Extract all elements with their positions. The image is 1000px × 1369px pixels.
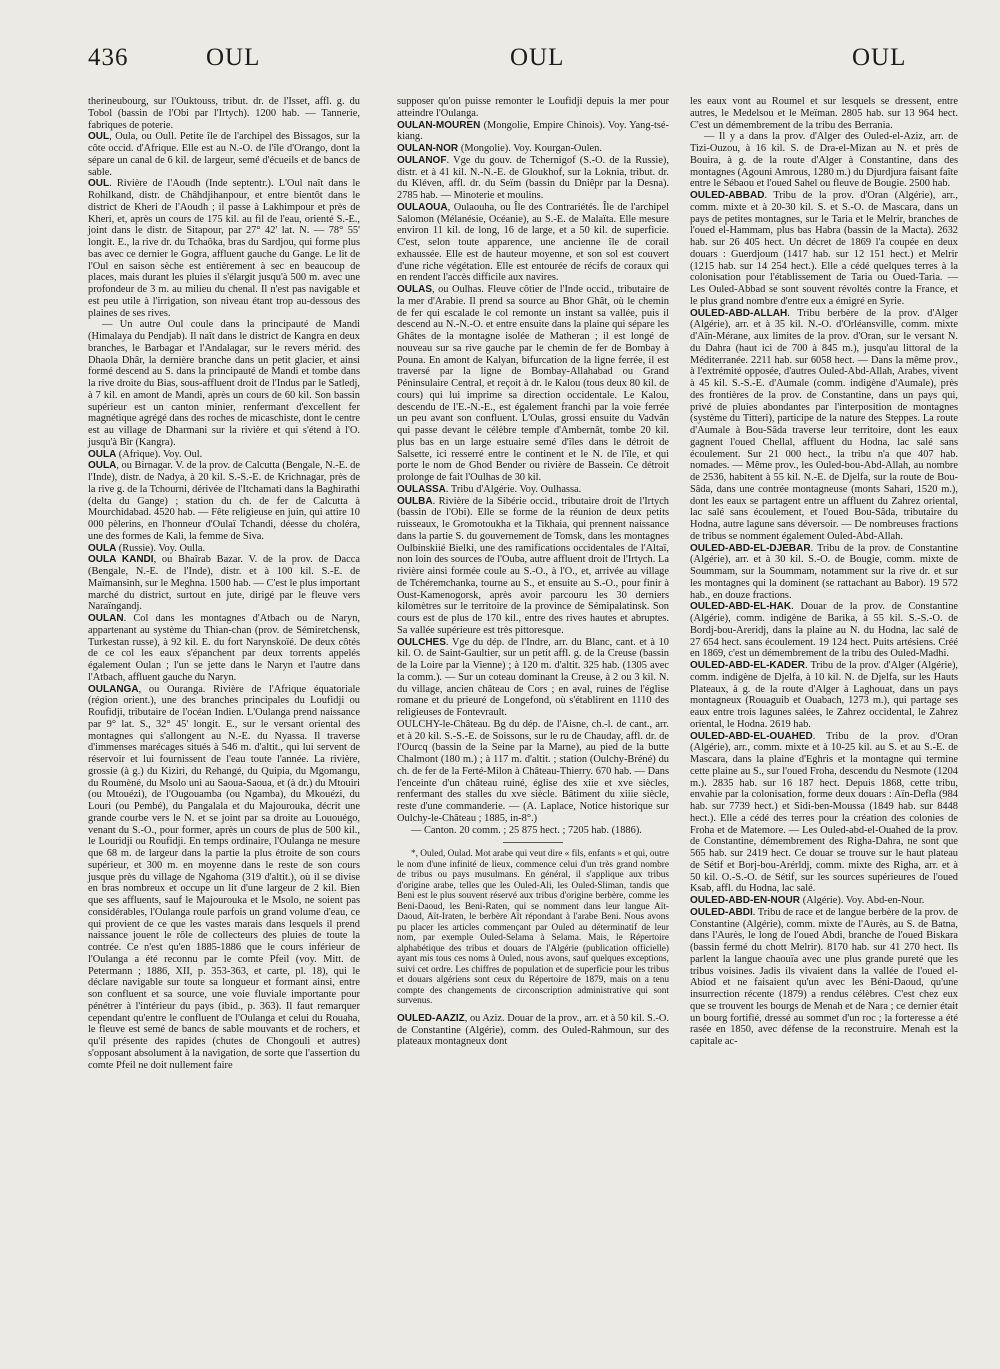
entry: supposer qu'on puisse remonter le Loufidji depuis la mer pour atteindre l'Oulanga. (397, 96, 669, 119)
headword: OULA KANDI (88, 554, 154, 566)
column-left (88, 96, 360, 1071)
headword: OULED-ABD-EL-OUAHED (690, 730, 813, 742)
headword: OULANOF (397, 154, 447, 166)
entry: OULED-ABDI. Tribu de race et de langue berbère de la prov. de Constantine (Algérie), comm. mixte de l'Aurès, au S. de Batna, dans l'Aurès, le long de l'oued Abdi, branche de l'oued Biskara (bassin fermé du chott Melrir). 8170 hab. sur 41 270 hect. Ils parlent la langue chaouïa avec une plus grande pureté que les tribus voisines. Jadis ils vivaient dans la vallée de l'oued el-Abiod et ne faisaient qu'un avec les Béni-Daoud, qu'une insurrection récente (1879) a rendus célèbres. C'est chez eux que se trouvent les bourgs de Menah et de Nara ; ce dernier était un bourg fortifié, dressé au sommet d'un roc ; la forteresse a été rasée en 1850, avec défense de la reconstruire. Menah est la capitale ac- (690, 906, 958, 1047)
headword: OULANGA (88, 683, 139, 695)
entry: OULED-ABD-EL-KADER. Tribu de la prov. d'Alger (Algérie), comm. indigène de Djelfa, à 10 kil. N. de Djelfa, sur les Hauts Plateaux, à g. de la route d'Alger à Laghouat, dans un pays montagneux (Rouaguib et Ouabach, 1273 m.), qui partage ses eaux entre trois lagunes salées, le Zahrez occidental, le Zahrez oriental, le Hodna. 2619 hab. (690, 660, 958, 730)
headword: OULA (88, 460, 117, 472)
headword: OULAS (397, 284, 432, 295)
entry: — Il y a dans la prov. d'Alger des Ouled-el-Aziz, arr. de Tizi-Ouzou, à 16 kil. S. de Dra-el-Mizan au N. et près de Bouira, à g. de la route d'Alger à Constantine, dans des montagnes (Agouni Amrous, 1280 m.) du Djurdjura faisant faîte entre le Sébaou et l'oued Sahel ou fleuve de Bougie. 2500 hab. (690, 131, 958, 190)
entry: OULED-ABD-EN-NOUR (Algérie). Voy. Abd-en-Nour. (690, 895, 925, 906)
entry: therineubourg, sur l'Ouktouss, tribut. dr. de l'Isset, affl. g. du Tobol (bassin de l'Obi par l'Irtych). 1200 hab. — Tannerie, fabriques de poterie. (88, 96, 360, 131)
entry: OULANGA, ou Ouranga. Rivière de l'Afrique équatoriale (région orient.), une des branches principales du Loufidji ou Roufidji, tributaire de l'océan Indien. L'Oulanga prend naissance par 9° lat. S., 32° 45' longit. E., sur le versant oriental des montagnes qui s'allongent au N.-E. du Nyassa. Il traverse d'immenses marécages situés à 546 m. d'altit., qui lui servent de réservoir et lui fournissent de l'eau toute l'année. La rivière, grossie (à g.) du Kiziri, du Rehangé, du Quipia, du Mgomangu, du Roumèné, du Msolo uni au Saoua-Saoua, et (à dr.) du Mtouiri (ou Mtouézi), de l'Ougouamba (ou Ngamba), du Mkouézi, du Louri (ou Pembé), du Pangalala et du Majourouka, décrit une grande courbe vers le N. et se joint par sa droite au Lououégo, venant du S.-O., pour former, après un cours de plus de 500 kil., le Louridji ou Roufidji. En temps ordinaire, l'Oulanga ne mesure que 68 m. de largeur dans la partie la plus étroite de son cours supérieur, et 300 m. en moyenne dans le reste de son cours jusque près du village de Ngahoma (319 d'altit.), où il se divise en bras nombreux et occupe un lit d'une largeur de 2 kil. Bien que ses affluents, sauf le Majourouka et le Msolo, ne soient pas considérables, l'Oulanga roule parfois un grand volume d'eau, ce qui provient de ce que les vastes marais dans lesquels il prend naissance jouent le rôle de collecteurs des pluies de toute la contrée. Ce n'est qu'en 1885-1886 que le cours inférieur de l'Oulanga a été reconnu par le comte Pfeil (voy. Mitt. de Petermann ; 1886, XII, p. 353-363, et carte, pl. 18), qui le déclare navigable sur toute sa longueur et formant ainsi, entre son confluent et sa source, une voie fluviale importante pour pénétrer à l'intérieur du pays (ibid., p. 363). Il faut remarquer cependant qu'entre le confluent de l'Oulanga et celui du Rouaha, le fleuve est semé de bancs de sable mouvants et de rochers, et qu'il présente des rapides (chutes de Chongouli et autres) s'opposant absolument à la navigation, de sorte que l'assertion du comte Pfeil ne doit nullement faire (88, 683, 360, 1071)
entry: OULAS, ou Oulhas. Fleuve côtier de l'Inde occid., tributaire de la mer d'Arabie. Il prend sa source au Bhor Ghât, où le chemin de fer qui escalade le col remonte un instant sa vallée, puis il descend au N.-N.-O. et entre ensuite dans la plaine qui sépare les Ghâtes de la montagne isolée de Matheran ; il est longé de nouveau sur sa rive gauche par le chemin de fer de Bombay à Pouna. En amont de Kalyan, bifurcation de la ligne ferrée, il est traversé par la ligne de Bombay-Allahabad ou Grand Péninsulaire Central, et reçoit à dr. le Kalou (tous deux 80 kil. de cours) qui lui imprime sa direction occidentale. Le Kalou, descendu de l'E.-N.-E., est également franchi par la voie ferrée un peu avant son confluent. L'Oulas, grossi ensuite du Vadvân qui passe devant le célèbre temple d'Ambernât, tombe 20 kil. plus bas en un large estuaire semé d'îles dans le détroit de Salsette, ici resserré entre le continent et le N. de l'île, et qui porte le nom de Ghod Bender ou rivière de Bassein. Ce détroit prolonge de fait l'Oulhas de 30 kil. (397, 284, 669, 483)
entry: OULASSA. Tribu d'Algérie. Voy. Oulhassa. (397, 483, 582, 495)
footnote-text: *, Ouled, Oulad. Mot arabe qui veut dire « fils, enfants » et qui, outre le nom d'une infinité de lieux, commence celui d'un très grand nombre de tribus ou pays musulmans. En général, il s'applique aux tribus d'origine arabe, telles que les Ouled-Ali, les Ouled-Sliman, tandis que Beni est le plus souvent réservé aux tribus d'origine berbère, comme les Beni-Daoud, les Beni-Raten, qui se nomment dans leur langue Aït-Daoud, Aït-Iraten, le berbère Aït répondant à l'arabe Beni. Nous avons pu placer les articles commençant par Ouled au déterminatif de leur nom, par exemple Ouled-Selama à Selama. Mais, le Répertoire alphabétique des tribus et douars de l'Algérie (publication officielle) ayant mis tous ces noms à Ouled, nous avons, sauf quelques exceptions, suivi cet ordre. Les chiffres de population et de superficie pour les tribus et douars algériens sont ceux du Répertoire de 1879, mais on a tenu compte des changements de circonscription administrative qui sont survenus. (397, 849, 669, 1007)
footnote-divider (503, 842, 563, 843)
entry: OUL, Oula, ou Oull. Petite île de l'archipel des Bissagos, sur la côte occid. d'Afrique. Elle est au N.-O. de l'île d'Orango, dont la sépare un canal de 6 kil. de largeur, semé d'écueils et de bancs de sable. (88, 131, 360, 178)
running-head-center: OUL (510, 44, 565, 71)
headword: OUL (88, 178, 110, 190)
headword: OULAN (88, 613, 124, 624)
headword: OULED-ABDI (690, 906, 753, 918)
headword: OULED-ABBAD (690, 190, 765, 201)
entry: OULAN. Col dans les montagnes d'Atbach ou de Naryn, appartenant au système du Thian-chan (prov. de Sémiretchensk, Turkestan russe), à 92 kil. E. du fort Narynskoïé. De deux côtés de ce col les eaux s'épanchent par deux torrents appelés également Oulan ; l'un se jette dans le Naryn et l'autre dans l'Atbach, affluent gauche du Naryn. (88, 613, 360, 683)
running-head-left: OUL (206, 44, 261, 71)
headword: OULAN-MOUREN (397, 119, 484, 131)
headword: OULED-ABD-EL-KADER (690, 660, 805, 671)
headword: OULED-ABD-EL-HAK (690, 601, 792, 613)
footnote (397, 849, 669, 1007)
entry: OULED-ABD-EL-HAK. Douar de la prov. de Constantine (Algérie), comm. indigène de Barika, à 55 kil. S.-S.-O. de Bordj-bou-Areridj, dans la plaine au N. du Hodna, lac salé de 27 654 hect. sans écoulement. 19 124 hect. Puits artésiens. Créé en 1869, c'est un démembrement de la tribu des Ouled-Madhi. (690, 601, 958, 660)
page-header (0, 44, 1000, 84)
entry: OULAN-MOUREN (Mongolie, Empire Chinois). Voy. Yang-tsé-kiang. (397, 119, 669, 143)
headword: OULA (88, 542, 119, 554)
headword: OULED-ABD-EN-NOUR (690, 895, 803, 906)
entry: OULAOUA, Oulaouha, ou Île des Contrariétés. Île de l'archipel Salomon (Mélanésie, Océanie), au S.-E. de Malaïta. Elle mesure environ 11 kil. de long, 16 de large, et a 50 kil. de superficie. C'est, selon toute apparence, une ancienne île de corail exhaussée. Elle est de hauteur moyenne, et son sol est couvert d'une riche végétation. Elle est entourée de récifs de coraux qui en rendent l'accès difficile aux navires. (397, 201, 669, 284)
entry: OULA, ou Birnagar. V. de la prov. de Calcutta (Bengale, N.-E. de l'Inde), distr. de Nadya, à 20 kil. S.-S.-E. de Krichnagar, près de la rive g. de la Tchourni, dérivée de l'Itchamati dans la Baghirathi (delta du Gange) ; station du ch. de fer de Calcutta à Mourchidabad. 4520 hab. — Fête religieuse en juin, qui attire 10 000 pèlerins, en l'honneur d'Oulaï Tchandi, déesse du choléra, une des formes de Kali, la femme de Siva. (88, 460, 360, 542)
entry: OULBA. Rivière de la Sibérie occid., tributaire droit de l'Irtych (bassin de l'Obi). Elle se forme de la réunion de deux petits ruisseaux, le Gromotoukha et la Tikhaia, qui prennent naissance dans la partie S. du gouvernement de Tomsk, dans les montagnes Oulbinskiié Bielki, une des ramifications occidentales de l'Altaï, non loin des sources de l'Ouba, autre affluent droit de l'Irtych. La rivière ainsi formée coule au S.-O., à l'O., et, arrivée au village de Tchéremchanka, tourne au S., et ensuite au S.-O., pour finir à Oust-Kamenogorsk, après avoir parcouru les 30 derniers kilomètres sur le territoire de la province de Sémipalatinsk. Son cours est de plus de 170 kil., entre des rives hautes et abruptes. Sa vallée supérieure est très pittoresque. (397, 495, 669, 636)
entry: — Un autre Oul coule dans la principauté de Mandi (Himalaya du Pendjab). Il naît dans le district de Kangra en deux branches, le Barbagar et l'Andalagar, sur le revers mérid. des Dhaola Dhâr, la dernière branche dans un petit glacier, et ainsi formé descend au S. dans la principauté de Mandi et tombe dans la rive droite du Bias, sous-affluent droit de l'Indus par le Satledj, à 7 kil. en amont de Mandi, après un cours de 60 kil. Son bassin supérieur est un canton minier, renfermant d'excellent fer magnétique agrégé dans des roches de micaschiste, dont le centre est au village de Dharmani sur la rivière et qui s'étend à l'O. jusqu'à Bîr (Kangra). (88, 319, 360, 448)
headword: OULASSA (397, 483, 446, 495)
headword: OULA (88, 448, 119, 460)
headword: OULAOUA (397, 201, 448, 213)
entry: OULANOF. Vge du gouv. de Tchernigof (S.-O. de la Russie), distr. et à 41 kil. N.-N.-E. de Gloukhof, sur la Loknia, tribut. dr. du Kléven, affl. dr. du Seïm (bassin du Dniêpr par la Desna). 2785 hab. — Minoterie et moulins. (397, 154, 669, 201)
entry: OULA (Russie). Voy. Oulla. (88, 542, 206, 554)
entry: les eaux vont au Roumel et sur lesquels se dressent, entre autres, le Medelsou et le Meïman. 2805 hab. sur 13 964 hect. C'est un démembrement de la tribu des Berrania. (690, 96, 958, 131)
headword: OULED-AAZIZ (397, 1012, 465, 1024)
entry: OULED-ABD-EL-OUAHED. Tribu de la prov. d'Oran (Algérie), arr., comm. mixte et à 10-25 kil. au S. et au S.-E. de Mascara, dans la plaine d'Eghris et la montagne qui termine cette plaine au S., sur l'oued Froha, descendu du Nesmote (1204 m.). 2835 hab. sur 16 187 hect. Depuis 1868, cette tribu, envahie par la colonisation, forme deux douars : Aïn-Defla (984 hab. sur 7739 hect.) et Sidi-ben-Moussa (1849 hab. sur 8448 hect.). Elle a cédé des terres pour la création des colonies de Froha et de Matemore. — Les Ouled-abd-el-Ouahed de la prov. de Constantine, démembrement des Righa-Dahra, ne sont que 565 hab. sur 2419 hect. Ce douar se trouve sur le haut plateau de Sétif et Borj-bou-Arérldj, comm. mixte des Righa, arr. et à 50 kil. O.-S.-O. de Sétif, sur les sources supérieures de l'oued Ksab, affl. du Hodna, lac salé. (690, 730, 958, 895)
entry: OUL. Rivière de l'Aoudh (Inde septentr.). L'Oul naît dans le Rohilkand, distr. de Châhdjihanpour, et entre bientôt dans le district de Kheri de l'Aoudh ; il passe à Lakhimpour et près de Kheri, et, après un cours de 175 kil. au fil de l'eau, orienté S.-E., joint dans le distr. de Sitapour, par 27° 42' lat. N. — 78° 55' longit. E., la rive dr. du Tchaôka, bras du Sardjou, qui forme plus bas avec ce dernier le Gogra, affluent gauche du Gange. Le lit de l'Oul en saison sèche est entièrement à sec en beaucoup de places, mais durant les pluies il s'élargit jusqu'à 500 m. avec une profondeur de 3 m. au milieu du chenal. Il n'est pas navigable et est peu utile à l'irrigation, son niveau étant trop au-dessous des plaines de ses rives. (88, 178, 360, 319)
entry: OULCHES. Vge du dép. de l'Indre, arr. du Blanc, cant. et à 10 kil. O. de Saint-Gaultier, sur un petit affl. g. de la Creuse (bassin de la Loire par la Vienne) ; à 120 m. d'altit. 325 hab. (1305 avec la comm.). — Sur un coteau dominant la Creuse, à 2 ou 3 kil. N. du village, ancien château de Cors ; en aval, ruines de l'église romane et du prieuré de Longefond, où s'établirent en 1110 des religieuses de Fontevrault. (397, 636, 669, 718)
entry: OULED-AAZIZ, ou Aziz. Douar de la prov., arr. et à 50 kil. S.-O. de Constantine (Algérie), comm. des Ouled-Rahmoun, sur des plateaux montagneux dont (397, 1012, 669, 1048)
entry: OULED-ABBAD. Tribu de la prov. d'Oran (Algérie), arr., comm. mixte et à 20-30 kil. S. et S.-O. de Mascara, dans un pays de petites montagnes, sur le Taria et le Melrir, branches de l'oued el-Hammam, plus bas Habra (bassin de la Macta). 2632 hab. sur 26 405 hect. Un décret de 1869 l'a coupée en deux douars : Guerdjoum (1417 hab. sur 12 151 hect.) et Melrir (1215 hab. sur 14 254 hect.). Elle a cédé quelques terres à la colonisation pour l'établissement de Taria ou Oued-Taria. — Les Ouled-Abbad se sont souvent révoltés contre la France, et le plus grand nombre d'entre eux a émigré en Syrie. (690, 190, 958, 307)
entry: OULA (Afrique). Voy. Oul. (88, 448, 203, 460)
page-number: 436 (88, 44, 129, 71)
entry: OULA KANDI, ou Bhaîrab Bazar. V. de la prov. de Dacca (Bengale, N.-E. de l'Inde), distr. et à 100 kil. S.-E. de Maïmansinh, sur le Meghna. 1500 hab. — C'est le plus important marché du district, surtout en jute, dirigé par le fleuve vers Naraïngandj. (88, 554, 360, 613)
running-head-right: OUL (852, 44, 907, 71)
headword: OUL (88, 131, 110, 143)
entry: OULCHY-le-Château. Bg du dép. de l'Aisne, ch.-l. de cant., arr. et à 20 kil. S.-S.-E. de Soissons, sur le ru de Chauday, affl. dr. de l'Ourcq (bassin de la Seine par la Marne), au pied de la butte Chalmont (180 m.) ; à 117 m. d'altit. ; station (Oulchy-Bréné) du ch. de fer de la Ferté-Milon à Château-Thierry. 670 hab. — Dans l'enceinte d'un château ruiné, église des xiie et xve siècles, renfermant des stalles du xve siècle. Bâtiment du xiiie siècle, reste d'une commanderie. — (A. Laplace, Notice historique sur Oulchy-le-Château ; 1885, in-8°.) (397, 718, 669, 824)
column-right (690, 96, 958, 1048)
headword: OULED-ABD-ALLAH (690, 307, 788, 319)
headword: OULED-ABD-EL-DJEBAR (690, 542, 811, 554)
entry: OULAN-NOR (Mongolie). Voy. Kourgan-Oulen. (397, 143, 602, 154)
entry: OULED-ABD-ALLAH. Tribu berbère de la prov. d'Alger (Algérie), arr. et à 35 kil. N.-O. d'Orléansville, comm. mixte d'Aïn-Mérane, aux limites de la prov. d'Oran, sur le versant N. du Dahra (haut ici de 700 à 845 m.), jusqu'au littoral de la Méditerranée. 2211 hab. sur 6058 hect. — Dans la même prov., à l'extrémité opposée, d'autres Ouled-Abd-Allah, Arabes, vivent à 45 kil. S.-S.-E. d'Aumale (comm. indigène d'Aumale), près des frontières de la prov. de Constantine, dans un pays qui, privé de pluies abondantes par l'interposition de montagnes (système du Titteri), participe de la nature des Steppes. La route d'Aumale à Bou-Sâda traverse leur territoire, dont les eaux gagnent l'oued Chellal, affluent du Hodna, lac salé sans écoulement. Sur 21 000 hect., la tribu n'a que 407 hab. nomades. — Même prov., les Ouled-bou-Abd-Allah, au nombre de 2536, habitent à 55 kil. N.-E. de Djelfa, sur la route de Bou-Sâda, dans une contrée montagneuse (monts Sahari, 1520 m.), dont les eaux se partagent entre un affluent du Zahrez oriental, lac salé sans écoulement, et l'oued Bou-Sâda, tributaire du Hodna, autre lagune sans déversoir. — De nombreuses fractions de tribus se nomment également Ouled-Abd-Allah. (690, 307, 958, 542)
headword: OULBA (397, 495, 433, 507)
headword: OULAN-NOR (397, 143, 461, 154)
entry: — Canton. 20 comm. ; 25 875 hect. ; 7205 hab. (1886). (411, 824, 642, 836)
column-center (397, 96, 669, 1048)
headword: OULCHES (397, 636, 446, 648)
entry: OULED-ABD-EL-DJEBAR. Tribu de la prov. de Constantine (Algérie), arr. et à 30 kil. S.-O. de Bougie, comm. mixte de Soummam, sur la Soummam, notamment sur la rive dr. et sur les montagnes qui la dominent (se rattachant au Babor). 19 572 hab., en douze fractions. (690, 542, 958, 601)
